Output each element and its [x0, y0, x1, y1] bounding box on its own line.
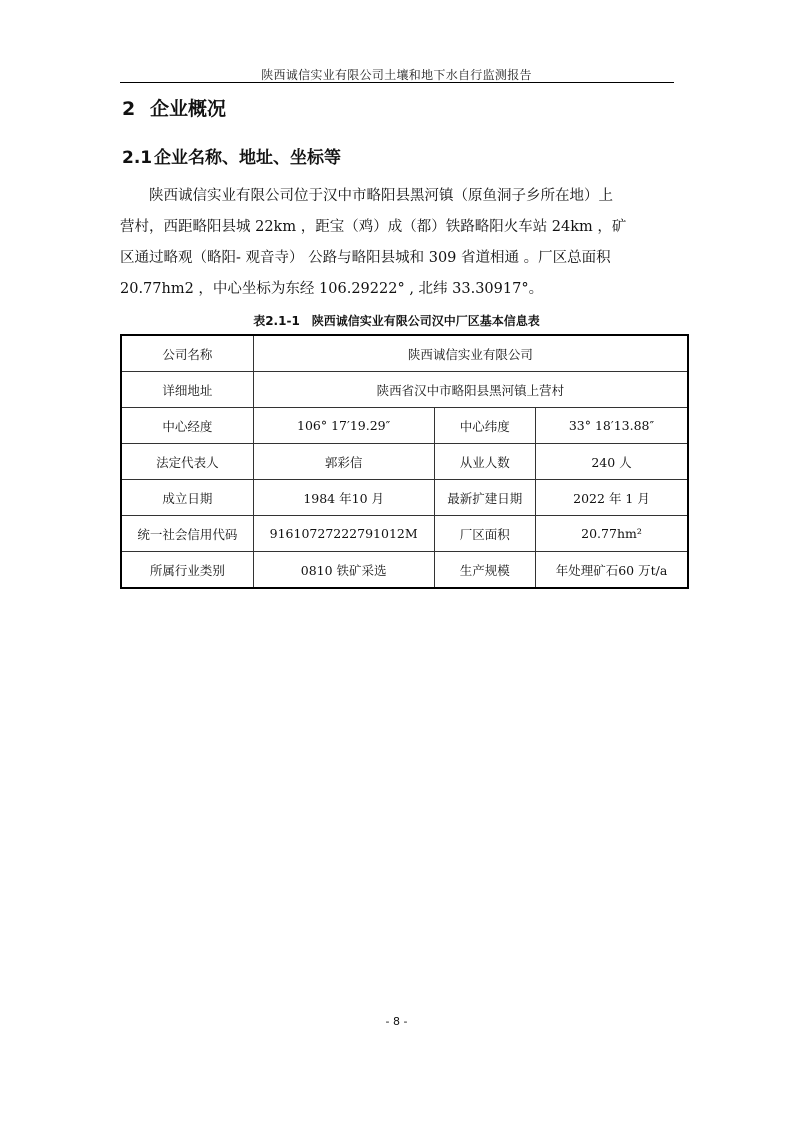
section-heading [122, 94, 226, 121]
table-cell-label: 中心纬度 [434, 408, 535, 444]
table-cell-label: 统一社会信用代码 [121, 516, 253, 552]
table-cell-value: 91610727222791012M [253, 516, 434, 552]
subsection-number: 2.1 [122, 148, 153, 168]
table-row [121, 516, 688, 552]
table-row [121, 335, 688, 372]
table-cell-label: 所属行业类别 [121, 552, 253, 589]
table-cell-value: 年处理矿石60 万t/a [536, 552, 688, 589]
subsection-heading [122, 143, 341, 168]
table-cell-value: 陕西省汉中市略阳县黑河镇上营村 [253, 372, 688, 408]
table-cell-label: 详细地址 [121, 372, 253, 408]
table-caption: 表2.1-1 陕西诚信实业有限公司汉中厂区基本信息表 [253, 314, 540, 328]
header-rule [120, 82, 674, 83]
table-cell-value: 106° 17′19.29″ [253, 408, 434, 444]
table-cell-label: 成立日期 [121, 480, 253, 516]
page-number: - 8 - [385, 1015, 408, 1028]
company-info-table [120, 334, 689, 589]
table-row [121, 372, 688, 408]
subsection-title: 企业名称、地址、坐标等 [154, 148, 341, 168]
paragraph-line: 营村，西距略阳县城 22km ，距宝（鸡）成（都）铁路略阳火车站 24km ，矿 [120, 219, 627, 235]
paragraph-line: 陕西诚信实业有限公司位于汉中市略阳县黑河镇（原鱼洞子乡所在地）上 [120, 188, 613, 204]
table-cell-value: 20.77hm² [536, 516, 688, 552]
running-header: 陕西诚信实业有限公司土壤和地下水自行监测报告 [261, 68, 532, 82]
table-row [121, 444, 688, 480]
table-cell-value: 240 人 [536, 444, 688, 480]
table-cell-label: 最新扩建日期 [434, 480, 535, 516]
section-title: 企业概况 [150, 98, 227, 120]
table-cell-value: 2022 年 1 月 [536, 480, 688, 516]
table-cell-label: 生产规模 [434, 552, 535, 589]
table-row [121, 480, 688, 516]
table-cell-value: 33° 18′13.88″ [536, 408, 688, 444]
paragraph-line: 区通过略观（略阳- 观音寺） 公路与略阳县城和 309 省道相通 。厂区总面积 [120, 250, 611, 266]
section-number: 2 [122, 98, 136, 120]
table-row [121, 408, 688, 444]
table-cell-label: 厂区面积 [434, 516, 535, 552]
table-row [121, 552, 688, 589]
table-cell-label: 公司名称 [121, 335, 253, 372]
table-cell-label: 中心经度 [121, 408, 253, 444]
table-cell-value: 陕西诚信实业有限公司 [253, 335, 688, 372]
table-cell-label: 从业人数 [434, 444, 535, 480]
table-cell-value: 郭彩信 [253, 444, 434, 480]
table-cell-value: 1984 年10 月 [253, 480, 434, 516]
paragraph-line: 20.77hm2 ，中心坐标为东经 106.29222° , 北纬 33.30917°。 [120, 281, 544, 297]
table-cell-label: 法定代表人 [121, 444, 253, 480]
table-cell-value: 0810 铁矿采选 [253, 552, 434, 589]
